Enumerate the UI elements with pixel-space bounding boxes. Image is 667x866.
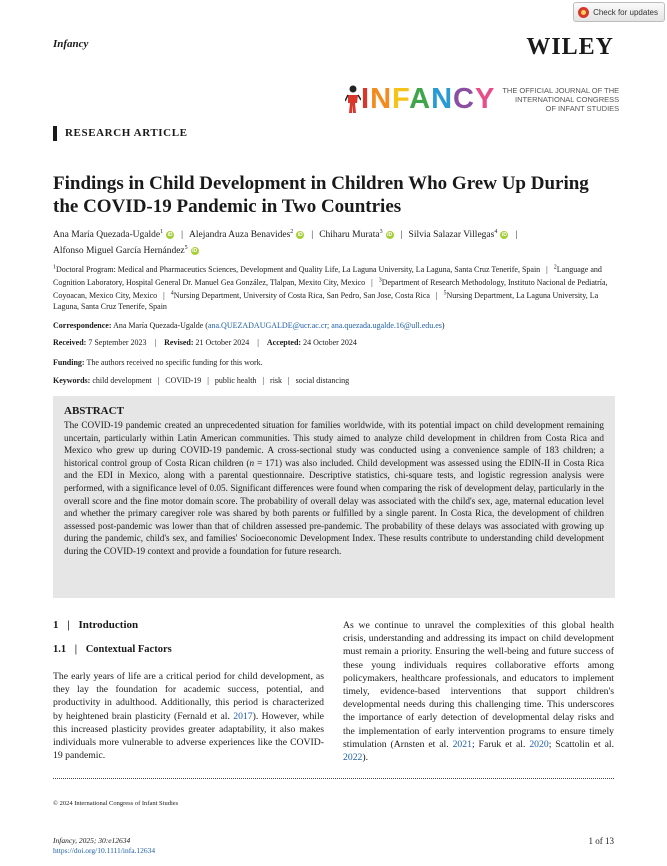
correspondence-name: Ana María Quezada-Ugalde	[113, 321, 204, 330]
author	[189, 230, 305, 240]
funding-text: The authors received no specific funding for this work.	[86, 358, 263, 367]
author	[53, 230, 175, 240]
author-affiliation-number: 2	[290, 229, 294, 235]
affiliation-separator: |	[371, 277, 373, 287]
journal-logo-wordmark	[361, 84, 495, 114]
correspondence-label: Correspondence:	[53, 321, 112, 330]
paragraph-text: As we continue to unravel the complexities of this global health crisis, understanding and addressing its impact on child development must remain a priority. Ensuring the well-being and future success of these young individuals requires collaborative efforts among policymakers, healthcare professionals, and educators to implement timely, evidence-based interventions that support children's developmental needs during this challenging time. This underscores the importance of early detection of developmental delay risks and the implementation of early intervention programs to ensure timely stimulation (Arnsten et al.	[343, 620, 614, 750]
keyword-separator: |	[262, 376, 265, 385]
author-name: Ana María Quezada-Ugalde	[53, 230, 161, 241]
author	[409, 230, 510, 240]
publisher-logo: WILEY	[526, 34, 614, 60]
child-figure-icon	[345, 84, 361, 114]
author	[53, 246, 200, 256]
author-affiliation-number: 4	[494, 229, 498, 235]
journal-logo-tagline: THE OFFICIAL JOURNAL OF THE INTERNATIONAL CONGRESS OF INFANT STUDIES	[502, 85, 620, 113]
keyword: risk	[270, 376, 283, 385]
revised-date: 21 October 2024	[195, 338, 250, 347]
affiliation	[53, 265, 540, 274]
affiliation-number: 5	[443, 290, 447, 297]
author-separator: |	[311, 230, 314, 241]
journal-name: Infancy	[53, 38, 89, 50]
keywords-label: Keywords:	[53, 376, 91, 385]
logo-letter: I	[361, 83, 371, 115]
keyword: social distancing	[295, 376, 350, 385]
orcid-icon[interactable]: iD	[501, 232, 507, 239]
keywords	[53, 375, 613, 386]
doi-link[interactable]: https://doi.org/10.1111/infa.12634	[53, 846, 156, 855]
article-dates: Received: 7 September 2023 | Revised: 21 October 2024 | Accepted: 24 October 2024	[53, 338, 357, 347]
paragraph-text: ).	[362, 752, 369, 764]
affiliation	[171, 291, 430, 300]
orcid-icon[interactable]: iD	[387, 232, 393, 239]
funding-label: Funding:	[53, 358, 85, 367]
author-name: Chiharu Murata	[319, 230, 380, 241]
correspondence-email-link[interactable]: ana.QUEZADAUGALDE@ucr.ac.cr; ana.quezada.ugalde.16@ull.edu.es	[207, 321, 442, 330]
author-separator: |	[181, 230, 183, 241]
citation-link[interactable]: 2020	[529, 738, 549, 750]
logo-letter: C	[453, 83, 475, 115]
paragraph-text: ; Faruk et al.	[471, 738, 530, 750]
author	[319, 230, 394, 240]
keyword: public health	[214, 376, 257, 385]
footer-citation	[53, 836, 155, 856]
affiliation-text: Nursing Department, University of Costa Rica, San Pedro, San Jose, Costa Rica	[173, 290, 430, 300]
logo-letter: Y	[475, 83, 496, 115]
keyword-separator: |	[157, 376, 160, 385]
affiliation-text: Nursing Department, La Laguna University, La Laguna, Santa Cruz Tenerife, Spain	[53, 290, 599, 312]
citation-link[interactable]: 2021	[452, 738, 472, 750]
keyword: child development	[92, 376, 152, 385]
page-number: 1 of 13	[588, 836, 614, 846]
funding	[53, 357, 613, 368]
paragraph-text: The early years of life are a critical period for child development, as they lay the foundation for academic success, potential, and productivity in adulthood. Additionally, this period is characterized by heightened brain plasticity (Fernald et al.	[53, 671, 324, 722]
article-type: RESEARCH ARTICLE	[53, 126, 188, 141]
affiliation-number: 1	[53, 264, 56, 270]
affiliations	[53, 262, 613, 313]
author-affiliation-number: 5	[184, 245, 188, 252]
affiliation-number: 4	[170, 290, 174, 297]
affiliation-text: Department of Research Methodology, Instituto Nacional de Pediatría, Coyoacan, Mexico City, Mexico	[53, 277, 608, 300]
revised-label: Revised:	[164, 338, 194, 347]
received-label: Received:	[53, 338, 87, 347]
keyword: COVID-19	[165, 376, 202, 385]
footer-citation-text: Infancy, 2025; 30:e12634	[53, 836, 131, 845]
affiliation-number: 2	[553, 264, 557, 270]
subsection-title: Contextual Factors	[85, 644, 172, 655]
section-number: 1	[53, 619, 59, 631]
crossmark-icon	[578, 7, 589, 18]
received-date: 7 September 2023	[88, 338, 147, 347]
subsection-heading-contextual-factors: 1.1 | Contextual Factors	[53, 644, 172, 655]
author-affiliation-number: 1	[160, 229, 164, 235]
author-list	[53, 226, 613, 258]
logo-letter: N	[431, 83, 454, 115]
affiliation-number: 3	[378, 277, 382, 284]
abstract-text: The COVID-19 pandemic created an unprecedented situation for families worldwide, with its potential impact on child development remaining uncertain, particularly within Latin American communities. This study aimed to analyze child development in children from Costa Rica and Mexico who grew up during COVID-19 pandemic. A cross-sectional study was conducted using a convenience sample of 183 children; a historical control group of Costa Rican children (n = 171) was also included. Child development was assessed using the EDIN-II in Costa Rica and the EDI in Mexico, along with a parental questionnaire. Descriptive statistics, chi-square tests, and logistic regression analysis were performed, with a significance level of 0.05. Significant differences were found when comparing the risk of development delay, particularly in the overall score and the fine motor domain score. The probability of overall delay was associated with the child's sex, age, maternal education level and whether the primary caregiver role was shared by both parents or fulfilled by a single parent. In Costa Rica, the development of children assessed post-pandemic was lower than that of children assessed pre-pandemic. The probability of these delays was associated with growing up during the pandemic, child's sex, and families' Socioeconomic Development Index. These results contribute to understanding child development during the COVID-19 context and provide a foundation for future research.	[64, 420, 604, 556]
section-title: Introduction	[78, 619, 139, 631]
check-for-updates-label: Check for updates	[593, 7, 658, 17]
abstract-variable: n	[249, 457, 255, 468]
logo-letter: N	[370, 83, 393, 115]
author-separator: |	[515, 230, 518, 241]
abstract-heading: ABSTRACT	[64, 405, 124, 417]
author-affiliation-number: 3	[379, 229, 383, 235]
orcid-icon[interactable]: iD	[192, 248, 198, 255]
paragraph-left	[53, 670, 324, 762]
keyword-separator: |	[288, 376, 290, 385]
check-for-updates-button[interactable]	[573, 2, 665, 22]
section-heading-introduction: 1 | Introduction	[53, 619, 139, 631]
accepted-label: Accepted:	[266, 338, 302, 347]
paragraph-right	[343, 619, 614, 764]
orcid-icon[interactable]: iD	[297, 232, 303, 239]
journal-logo	[345, 84, 619, 114]
citation-link[interactable]: 2017	[233, 710, 253, 722]
correspondence: Correspondence: Ana María Quezada-Ugalde (ana.QUEZADAUGALDE@ucr.ac.cr; ana.quezada.ugalde.16@ull.edu.es)	[53, 321, 445, 330]
article-title: Findings in Child Development in Children Who Grew Up During the COVID-19 Pandemic in Two Countries	[53, 173, 589, 217]
author-separator: |	[400, 230, 403, 241]
affiliation-text: Language and Cognition Laboratory, Hospital General Dr. Manuel Gea González, Tlalpan, Mexito City, Mexico	[53, 264, 602, 287]
copyright-notice: © 2024 International Congress of Infant Studies	[53, 800, 179, 807]
paragraph-text: ; Scattolin et al.	[548, 738, 614, 750]
affiliation-text: Doctoral Program: Medical and Pharmaceutics Sciences, Development and Quality Life, La Laguna University, La Laguna, Santa Cruz Tenerife, Spain	[56, 264, 541, 274]
affiliation-separator: |	[163, 290, 165, 300]
author-name: Silvia Salazar Villegas	[408, 230, 495, 241]
affiliation-separator: |	[546, 264, 548, 274]
keyword-separator: |	[207, 376, 209, 385]
subsection-number: 1.1	[53, 644, 67, 655]
orcid-icon[interactable]: iD	[167, 232, 173, 239]
logo-letter: F	[392, 83, 410, 115]
paragraph-text: ). However, while this increased plasticity provides greater adaptability, it also makes individuals more vulnerable to adverse experiences like the COVID-19 pandemic.	[53, 710, 324, 762]
logo-letter: A	[409, 83, 432, 115]
citation-link[interactable]: 2022	[343, 752, 363, 764]
accepted-date: 24 October 2024	[303, 338, 357, 347]
footnote-divider	[53, 778, 614, 779]
author-name: Alejandra Auza Benavides	[189, 230, 291, 241]
affiliation-separator: |	[435, 290, 438, 300]
author-name: Alfonso Miguel García Hernández	[53, 246, 185, 257]
keyword-list	[92, 376, 349, 385]
